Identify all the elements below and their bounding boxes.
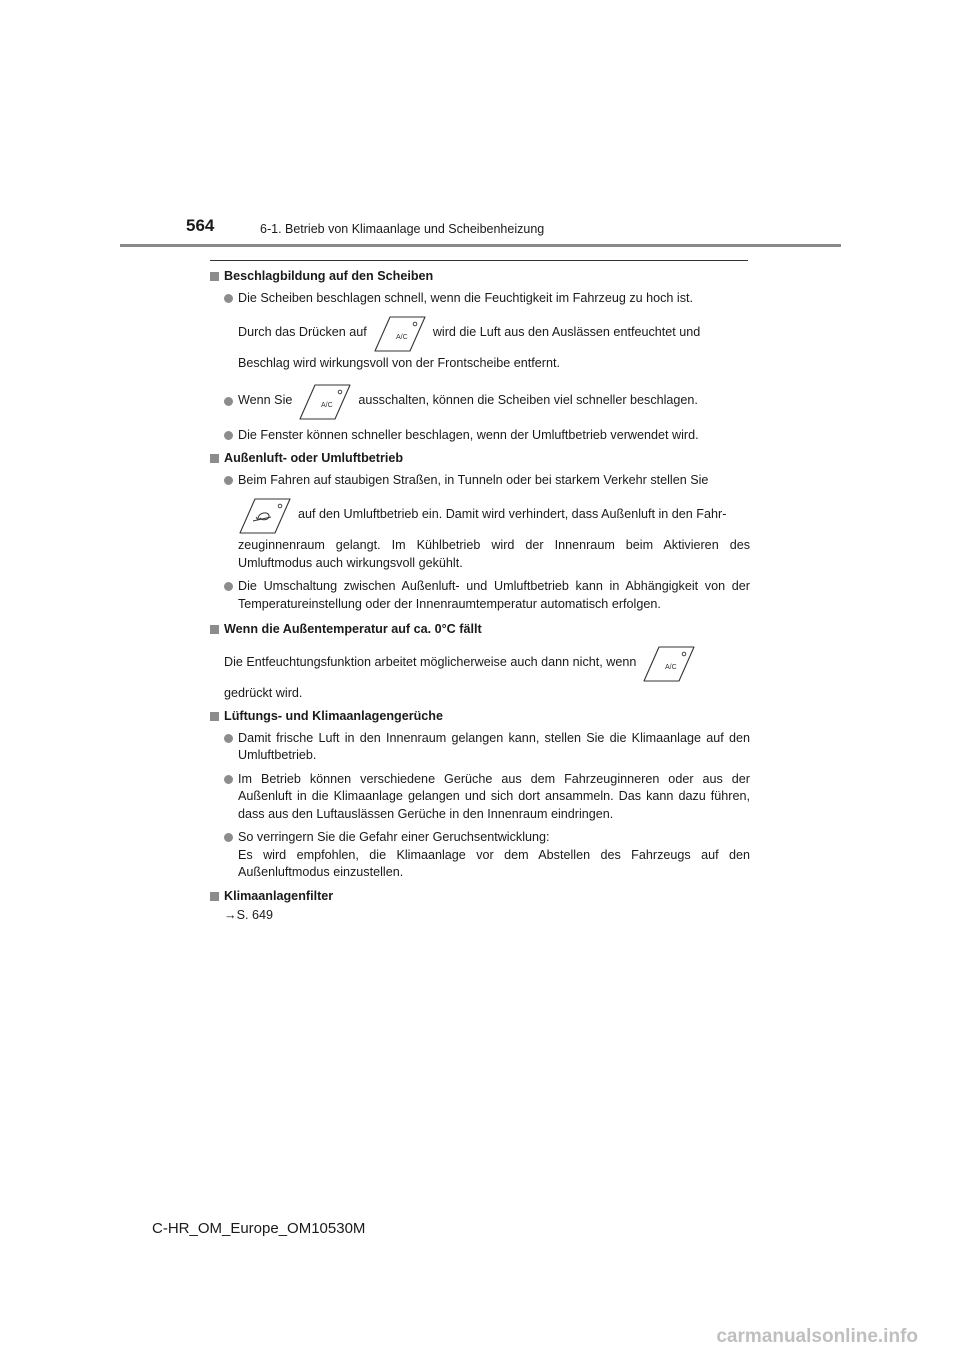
para-cold-cont [210,685,750,703]
round-bullet-icon [224,775,233,784]
bullet-odor-2-text: Im Betrieb können verschiedene Gerüche aus dem Fahrzeuginneren oder aus der Außenluft in die Klimaanlage gelangen und sich dort ansammeln. Das kann dazu führen, dass aus den Luftauslässen Gerüche in den Innenraum eindringen. [238,771,750,821]
bullet-fog-3 [210,427,750,445]
square-bullet-icon [210,454,219,463]
bullet-odor-2 [210,771,750,824]
heading-fog-text: Beschlagbildung auf den Scheiben [224,269,434,283]
heading-filter-text: Klimaanlagenfilter [224,888,334,903]
square-bullet-icon [210,272,219,281]
bullet-fog-2-text-a: Wenn Sie [238,392,293,407]
bullet-fog-2-text-b: ausschalten, können die Scheiben viel schneller beschlagen. [358,392,698,407]
heading-air-text: Außenluft- oder Umluftbetrieb [224,451,404,465]
content-rule [210,260,748,261]
bullet-air-2-text: Die Umschaltung zwischen Außenluft- und Umluftbetrieb kann in Abhängigkeit von der Temperatureinstellung oder der Innenraumtemperatur automatisch erfolgen. [238,579,750,611]
ac-button-icon [642,643,696,683]
heading-filter [210,888,750,906]
para-cold-text-b: gedrückt wird. [224,685,303,700]
bullet-odor-3-text-b: Es wird empfohlen, die Klimaanlage vor dem Abstellen des Fahrzeugs auf den Außenluftmodus einzustellen. [238,847,750,879]
watermark: carmanualsonline.info [716,1326,918,1347]
para-air-cont [210,537,750,572]
para-fog-cont [210,355,750,373]
heading-odor-text: Lüftungs- und Klimaanlagengerüche [224,709,444,723]
bullet-air-1-text-a: Beim Fahren auf staubigen Straßen, in Tunneln oder bei starkem Verkehr stellen Sie [238,472,709,487]
para-air-text-b: auf den Umluftbetrieb ein. Damit wird verhindert, dass Außenluft in den Fahr- [298,507,727,522]
para-cold-ac-line [210,643,750,683]
para-fog-ac-line [210,313,750,353]
bullet-air-1 [210,472,750,490]
square-bullet-icon [210,892,219,901]
filter-page-reference[interactable] [210,907,750,925]
round-bullet-icon [224,397,233,406]
bullet-fog-1-text: Die Scheiben beschlagen schnell, wenn die Feuchtigkeit im Fahrzeug zu hoch ist. [238,290,694,305]
header-rule [120,244,841,247]
para-air-text-c: zeuginnenraum gelangt. Im Kühlbetrieb wird der Innenraum beim Aktivieren des Umluftmodus auch wirkungsvoll gekühlt. [238,538,750,570]
bullet-fog-3-text: Die Fenster können schneller beschlagen, wenn der Umluftbetrieb verwendet wird. [238,427,699,442]
para-cold-text-a: Die Entfeuchtungsfunktion arbeitet möglicherweise auch dann nicht, wenn [224,654,637,669]
round-bullet-icon [224,582,233,591]
bullet-fog-1 [210,290,750,308]
heading-cold [210,621,750,639]
round-bullet-icon [224,734,233,743]
ac-button-icon [298,381,352,421]
heading-fog [210,268,750,286]
section-title: 6-1. Betrieb von Klimaanlage und Scheibenheizung [260,222,545,236]
round-bullet-icon [224,476,233,485]
heading-odor [210,708,750,726]
bullet-odor-1 [210,730,750,765]
round-bullet-icon [224,294,233,303]
heading-air [210,450,750,468]
ac-button-icon [373,313,427,353]
round-bullet-icon [224,431,233,440]
bullet-odor-3-text-a: So verringern Sie die Gefahr einer Geruchsentwicklung: [238,830,550,844]
page-content [210,268,750,925]
round-bullet-icon [224,833,233,842]
ac-button-label: A/C [321,401,334,409]
para-fog-text-b: wird die Luft aus den Auslässen entfeuchtet und [432,325,701,340]
heading-cold-text: Wenn die Außentemperatur auf ca. 0°C fällt [224,622,482,636]
recirculation-button-icon [238,495,292,535]
para-fog-text-c: Beschlag wird wirkungsvoll von der Frontscheibe entfernt. [238,356,560,370]
page-number: 564 [186,216,215,235]
footer-doc-id: C-HR_OM_Europe_OM10530M [152,1220,366,1237]
square-bullet-icon [210,712,219,721]
para-fog-text-a: Durch das Drücken auf [238,325,367,340]
bullet-odor-1-text: Damit frische Luft in den Innenraum gelangen kann, stellen Sie die Klimaanlage auf den Umluftbetrieb. [238,730,750,762]
bullet-odor-3 [210,829,750,882]
para-air-recirc-line [210,495,750,535]
bullet-air-2 [210,578,750,613]
filter-page-reference-text[interactable]: →S. 649 [224,908,274,922]
ac-button-label: A/C [395,334,408,341]
square-bullet-icon [210,625,219,634]
ac-button-label: A/C [665,663,678,671]
bullet-fog-2 [210,381,750,421]
